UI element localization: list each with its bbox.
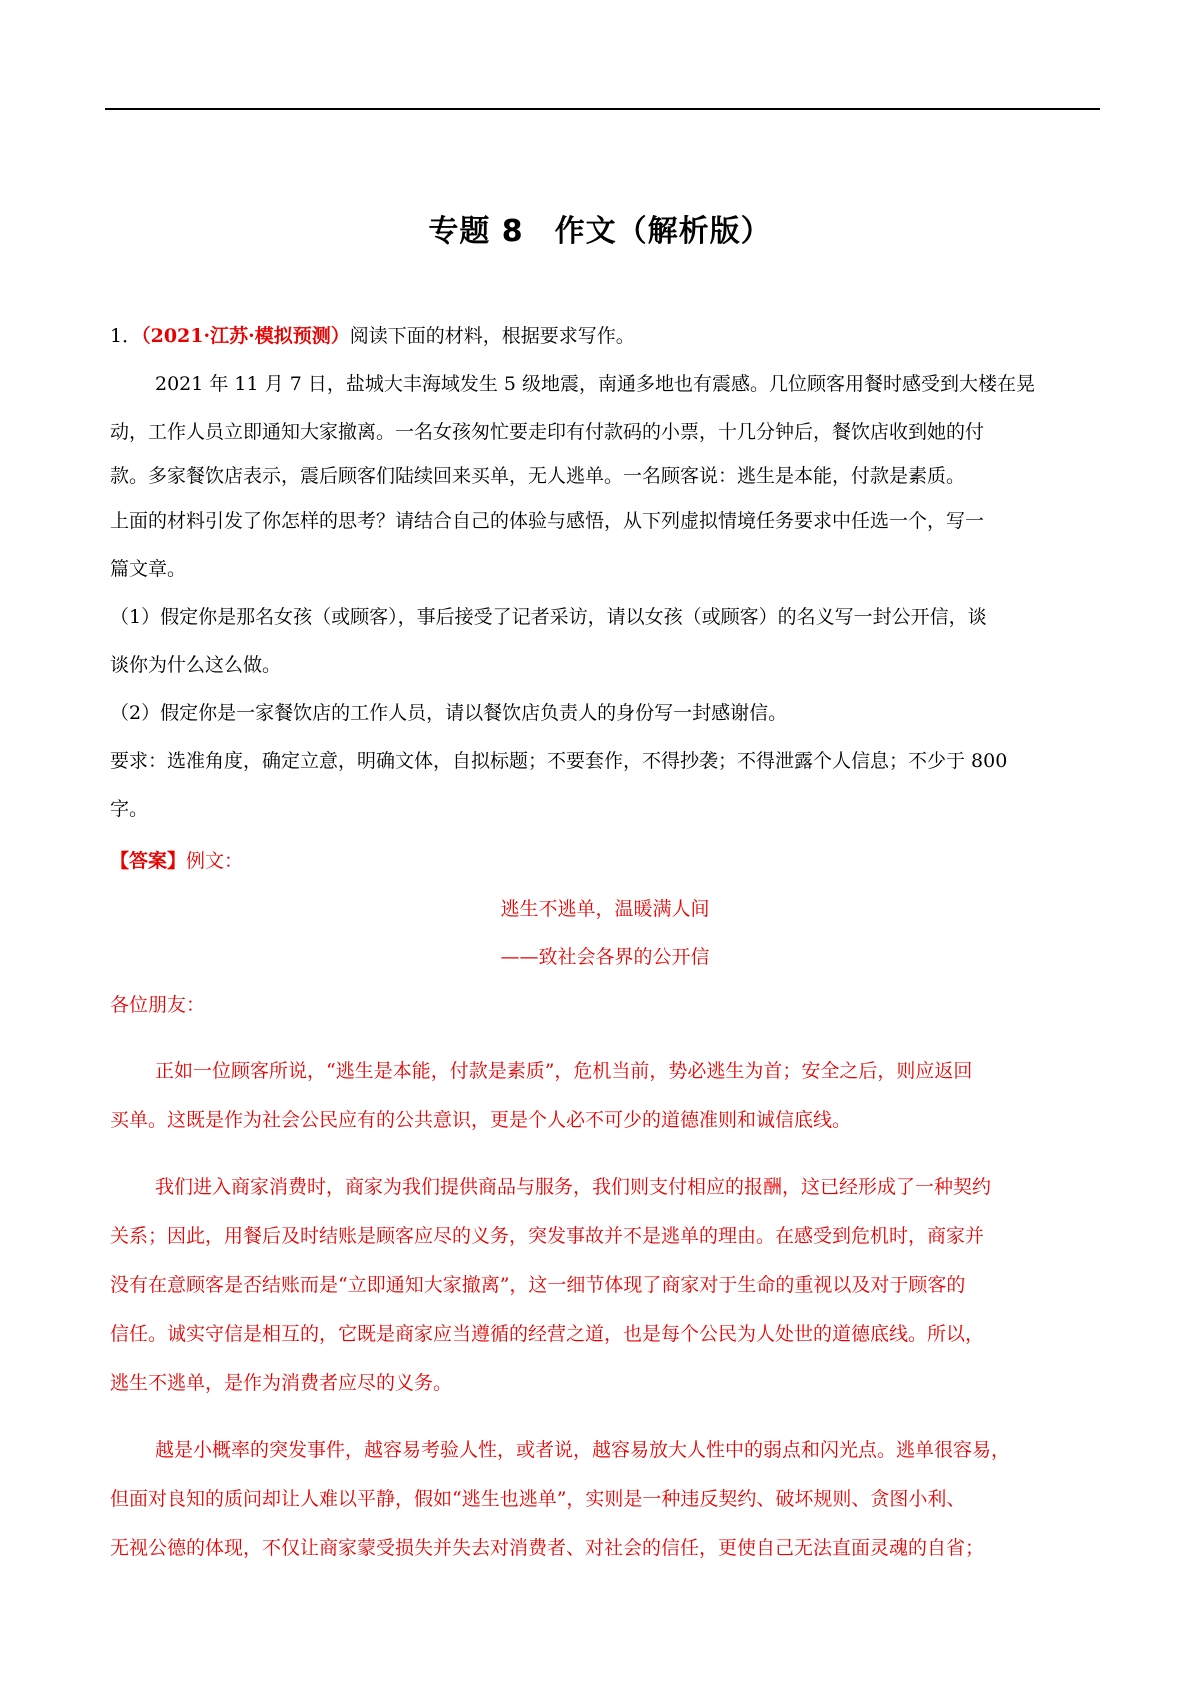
essay-body: [110, 1029, 1100, 1573]
requirement-line: 字。: [110, 798, 149, 820]
question-number: 1．: [110, 325, 142, 347]
requirement-line: 要求：选准角度，确定立意，明确文体，自拟标题；不要套作，不得抄袭；不得泄露个人信息；不少于 800: [110, 750, 1008, 772]
answer-header: [110, 837, 1100, 885]
essay-paragraph-line: 但面对良知的质问却让人难以平静，假如“逃生也逃单”，实则是一种违反契约、破坏规则、贪图小利、: [110, 1488, 966, 1510]
answer-label: 【答案】: [110, 850, 187, 872]
essay-paragraph-line: 关系；因此，用餐后及时结账是顾客应尽的义务，突发事故并不是逃单的理由。在感受到危机时，商家并: [110, 1225, 985, 1247]
essay-paragraph-line: 我们进入商家消费时，商家为我们提供商品与服务，我们则支付相应的报酬，这已经形成了一种契约: [155, 1176, 992, 1198]
option-1-line: （1）假定你是那名女孩（或顾客），事后接受了记者采访，请以女孩（或顾客）的名义写一封公开信，谈: [110, 606, 987, 628]
question-header: [110, 312, 1100, 360]
instruction-line: 上面的材料引发了你怎样的思考？请结合自己的体验与感悟，从下列虚拟情境任务要求中任选一个，写一: [110, 510, 985, 532]
page-title: 专题 8 作文（解析版）: [428, 214, 772, 249]
material-line: 款。多家餐饮店表示，震后顾客们陆续回来买单，无人逃单。一名顾客说：逃生是本能，付款是素质。: [110, 465, 966, 487]
material-line: 动，工作人员立即通知大家撤离。一名女孩匆忙要走印有付款码的小票，十几分钟后，餐饮店收到她的付: [110, 421, 985, 443]
header-rule: [105, 108, 1100, 110]
question-prompt: 阅读下面的材料，根据要求写作。: [349, 325, 635, 347]
essay-salutation: 各位朋友：: [110, 994, 206, 1016]
essay-paragraph-line: 逃生不逃单，是作为消费者应尽的义务。: [110, 1372, 453, 1394]
essay-paragraph-line: 无视公德的体现，不仅让商家蒙受损失并失去对消费者、对社会的信任，更使自己无法直面灵魂的自省；: [110, 1537, 985, 1559]
essay-paragraph-line: 没有在意顾客是否结账而是“立即通知大家撤离”，这一细节体现了商家对于生命的重视以及对于顾客的: [110, 1274, 966, 1296]
essay-paragraph-line: 信任。诚实守信是相互的，它既是商家应当遵循的经营之道，也是每个公民为人处世的道德底线。所以，: [110, 1323, 985, 1345]
instruction-line: 篇文章。: [110, 558, 187, 580]
essay-paragraph-line: 越是小概率的突发事件，越容易考验人性，或者说，越容易放大人性中的弱点和闪光点。逃单很容易，: [155, 1439, 1011, 1461]
essay-paragraph-line: 买单。这既是作为社会公民应有的公共意识，更是个人必不可少的道德准则和诚信底线。: [110, 1109, 852, 1131]
material-line: 2021 年 11 月 7 日，盐城大丰海域发生 5 级地震，南通多地也有震感。几位顾客用餐时感受到大楼在晃: [155, 373, 1035, 395]
question-source: （2021·江苏·模拟预测）: [141, 325, 350, 347]
option-2-line: （2）假定你是一家餐饮店的工作人员，请以餐饮店负责人的身份写一封感谢信。: [110, 702, 788, 724]
answer-intro: 例文：: [186, 850, 244, 872]
essay-subtitle: ——致社会各界的公开信: [500, 946, 710, 968]
document-body: [110, 312, 1100, 1573]
essay-title: 逃生不逃单，温暖满人间: [500, 898, 710, 920]
essay-paragraph-line: 正如一位顾客所说，“逃生是本能，付款是素质”，危机当前，势必逃生为首；安全之后，则应返回: [155, 1060, 973, 1082]
option-1-line: 谈你为什么这么做。: [110, 654, 282, 676]
